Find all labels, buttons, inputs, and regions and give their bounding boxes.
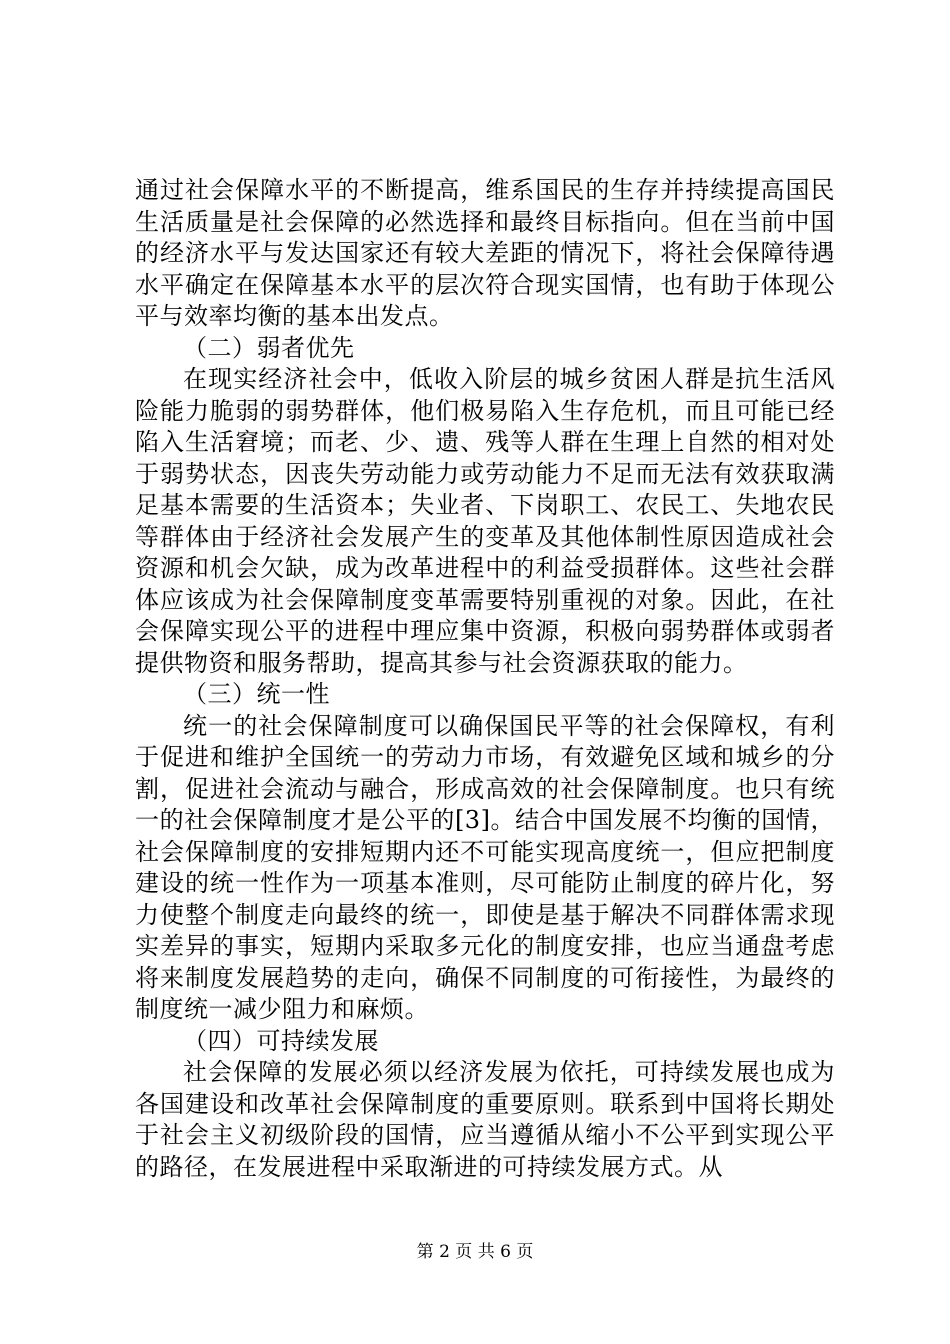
section-heading-weak-first: （二）弱者优先 [183, 333, 355, 362]
paragraph-unity: 统一的社会保障制度可以确保国民平等的社会保障权，有利于促进和维护全国统一的劳动力市场，有效避免区域和城乡的分割，促进社会流动与融合，形成高效的社会保障制度。也只有统一的社会保障制度才是公平的[3]。结合中国发展不均衡的国情，社会保障制度的安排短期内还不可能实现高度统一，但应把制度建设的统一性作为一项基本准则，尽可能防止制度的碎片化，努力使整个制度走向最终的统一，即使是基于解决不同群体需求现实差异的事实，短期内采取多元化的制度安排，也应当通盘考虑将来制度发展趋势的走向，确保不同制度的可衔接性，为最终的制度统一减少阻力和麻烦。 [135, 711, 835, 1023]
section-heading-unity: （三）统一性 [183, 680, 330, 708]
page-number: 第 2 页 共 6 页 [416, 1242, 534, 1262]
paragraph-sustainable: 社会保障的发展必须以经济发展为依托，可持续发展也成为各国建设和改革社会保障制度的重要原则。联系到中国将长期处于社会主义初级阶段的国情，应当遵循从缩小不公平到实现公平的路径，在发展进程中采取渐进的可持续发展方式。从 [135, 1058, 835, 1181]
paragraph-continuation: 通过社会保障水平的不断提高，维系国民的生存并持续提高国民生活质量是社会保障的必然选择和最终目标指向。但在当前中国的经济水平与发达国家还有较大差距的情况下，将社会保障待遇水平确定在保障基本水平的层次符合现实国情，也有助于体现公平与效率均衡的基本出发点。 [135, 176, 835, 330]
section-heading-sustainable: （四）可持续发展 [183, 1026, 379, 1055]
document-body [135, 175, 835, 1183]
paragraph-weak-first: 在现实经济社会中，低收入阶层的城乡贫困人群是抗生活风险能力脆弱的弱势群体，他们极易陷入生存危机，而且可能已经陷入生活窘境；而老、少、遗、残等人群在生理上自然的相对处于弱势状态，因丧失劳动能力或劳动能力不足而无法有效获取满足基本需要的生活资本；失业者、下岗职工、农民工、失地农民等群体由于经济社会发展产生的变革及其他体制性原因造成社会资源和机会欠缺，成为改革进程中的利益受损群体。这些社会群体应该成为社会保障制度变革需要特别重视的对象。因此，在社会保障实现公平的进程中理应集中资源，积极向弱势群体或弱者提供物资和服务帮助，提高其参与社会资源获取的能力。 [135, 365, 835, 677]
page-footer [0, 1241, 950, 1263]
